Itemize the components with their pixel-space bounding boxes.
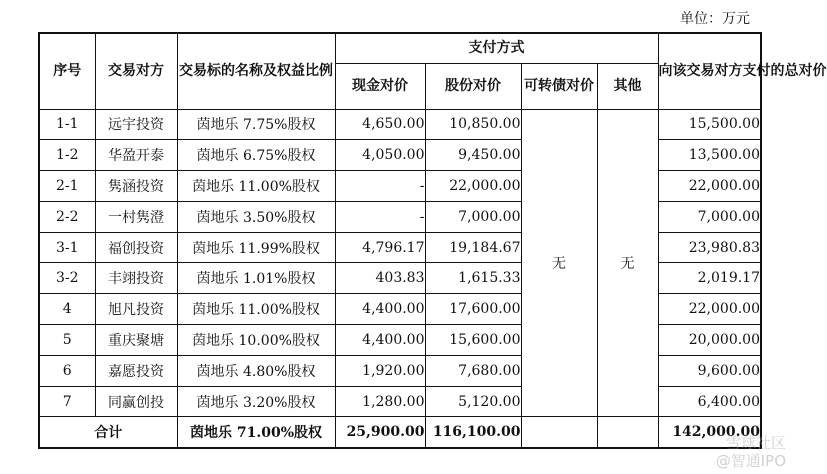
header-total: 向该交易对方支付的总对价	[658, 33, 761, 109]
cell-cash: 1,920.00	[335, 355, 425, 386]
header-counterparty: 交易对方	[95, 33, 177, 109]
cell-total: 2,019.17	[658, 263, 761, 294]
cell-target: 茵地乐 10.00%股权	[177, 325, 335, 356]
cell-seq: 3-2	[39, 263, 95, 294]
total-cash: 25,900.00	[335, 417, 425, 448]
cell-share: 19,184.67	[425, 232, 521, 263]
cell-cash: 4,796.17	[335, 232, 425, 263]
cell-counterparty: 丰翊投资	[95, 263, 177, 294]
cell-share: 22,000.00	[425, 171, 521, 202]
header-convertible: 可转债对价	[521, 63, 597, 109]
cell-counterparty: 同赢创投	[95, 386, 177, 417]
cell-target: 茵地乐 3.20%股权	[177, 386, 335, 417]
cell-seq: 4	[39, 294, 95, 325]
cell-target: 茵地乐 4.80%股权	[177, 355, 335, 386]
watermark-line1: 雪球社区	[725, 434, 786, 452]
watermark-line2: @智通IPO	[715, 452, 786, 470]
cell-total: 9,600.00	[658, 355, 761, 386]
cell-share: 17,600.00	[425, 294, 521, 325]
cell-share: 7,000.00	[425, 201, 521, 232]
cell-counterparty: 远宇投资	[95, 109, 177, 140]
cell-cash: 403.83	[335, 263, 425, 294]
cell-counterparty: 重庆聚塘	[95, 325, 177, 356]
cell-seq: 5	[39, 325, 95, 356]
cell-total: 7,000.00	[658, 201, 761, 232]
cell-target: 茵地乐 11.99%股权	[177, 232, 335, 263]
cell-total: 22,000.00	[658, 171, 761, 202]
cell-total: 13,500.00	[658, 140, 761, 171]
cell-share: 7,680.00	[425, 355, 521, 386]
header-other: 其他	[597, 63, 658, 109]
cell-counterparty: 一村隽澄	[95, 201, 177, 232]
cell-seq: 2-2	[39, 201, 95, 232]
cell-seq: 1-2	[39, 140, 95, 171]
cell-target: 茵地乐 7.75%股权	[177, 109, 335, 140]
cell-target: 茵地乐 11.00%股权	[177, 171, 335, 202]
cell-share: 15,600.00	[425, 325, 521, 356]
cell-seq: 6	[39, 355, 95, 386]
cell-share: 5,120.00	[425, 386, 521, 417]
cell-share: 10,850.00	[425, 109, 521, 140]
cell-total: 22,000.00	[658, 294, 761, 325]
cell-counterparty: 隽涵投资	[95, 171, 177, 202]
total-share: 116,100.00	[425, 417, 521, 448]
cell-total: 20,000.00	[658, 325, 761, 356]
cell-counterparty: 嘉愿投资	[95, 355, 177, 386]
cell-total: 15,500.00	[658, 109, 761, 140]
cell-cash: 4,650.00	[335, 109, 425, 140]
cell-cash: -	[335, 201, 425, 232]
total-convertible-empty	[521, 417, 597, 448]
cell-seq: 1-1	[39, 109, 95, 140]
header-target: 交易标的名称及权益比例	[177, 33, 335, 109]
cell-cash: -	[335, 171, 425, 202]
cell-total: 6,400.00	[658, 386, 761, 417]
cell-seq: 7	[39, 386, 95, 417]
cell-target: 茵地乐 1.01%股权	[177, 263, 335, 294]
cell-counterparty: 华盈开泰	[95, 140, 177, 171]
transaction-table	[38, 32, 827, 449]
watermark	[716, 434, 786, 470]
total-target: 茵地乐 71.00%股权	[177, 417, 335, 448]
header-payment-method: 支付方式	[335, 33, 658, 63]
cell-share: 1,615.33	[425, 263, 521, 294]
cell-total: 23,980.83	[658, 232, 761, 263]
cell-seq: 3-1	[39, 232, 95, 263]
cell-counterparty: 福创投资	[95, 232, 177, 263]
header-cash: 现金对价	[335, 63, 425, 109]
cell-counterparty: 旭凡投资	[95, 294, 177, 325]
header-share: 股份对价	[425, 63, 521, 109]
total-row	[39, 417, 761, 448]
cell-convertible-merged: 无	[521, 109, 597, 417]
cell-target: 茵地乐 3.50%股权	[177, 201, 335, 232]
cell-cash: 1,280.00	[335, 386, 425, 417]
cell-target: 茵地乐 6.75%股权	[177, 140, 335, 171]
cell-other-merged: 无	[597, 109, 658, 417]
cell-target: 茵地乐 11.00%股权	[177, 294, 335, 325]
cell-cash: 4,050.00	[335, 140, 425, 171]
table-row	[39, 109, 761, 140]
table-body	[39, 109, 761, 448]
cell-share: 9,450.00	[425, 140, 521, 171]
unit-label: 单位：万元	[680, 11, 750, 27]
total-amount: 142,000.00	[658, 417, 761, 448]
total-label: 合计	[39, 417, 177, 448]
cell-cash: 4,400.00	[335, 325, 425, 356]
cell-seq: 2-1	[39, 171, 95, 202]
total-other-empty	[597, 417, 658, 448]
cell-cash: 4,400.00	[335, 294, 425, 325]
header-seq: 序号	[39, 33, 95, 109]
